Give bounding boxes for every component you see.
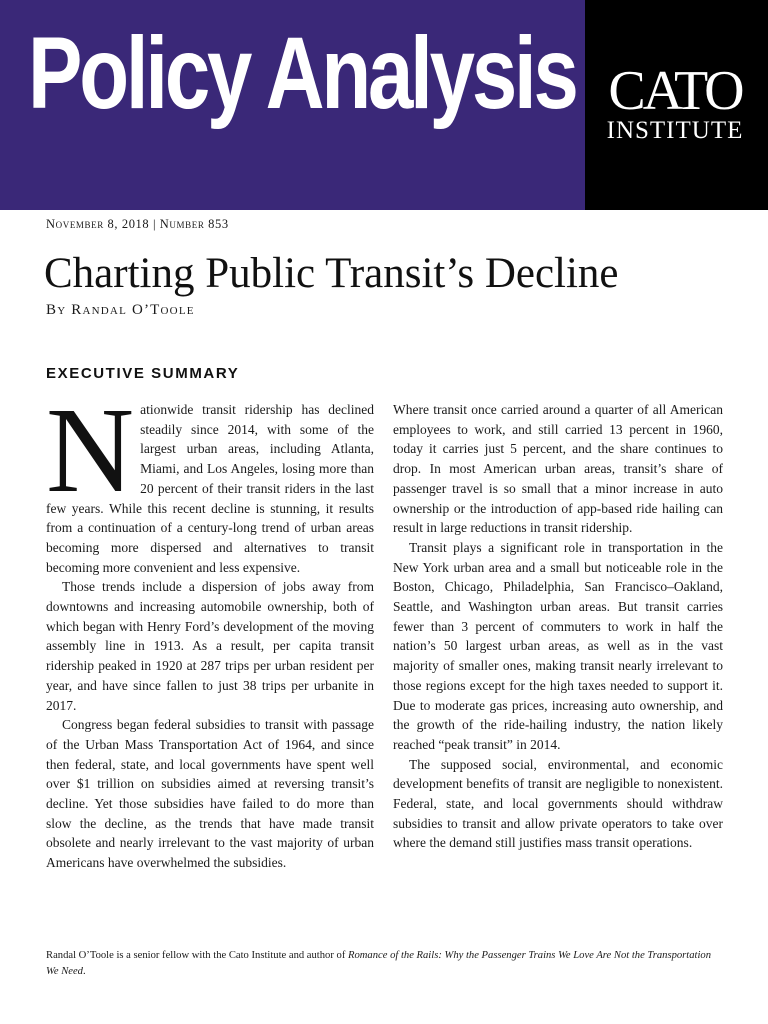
logo-wordmark-top: CATO [608, 60, 742, 122]
footnote-end: . [82, 966, 86, 977]
executive-summary-heading: EXECUTIVE SUMMARY [46, 365, 240, 382]
series-title: Policy Analysis [28, 16, 576, 130]
banner-purple-panel [0, 0, 585, 210]
summary-paragraph: Transit plays a significant role in transportation in the New York urban area and a small but noticeable role in the Boston, Chicago, Philadelphia, San Francisco–Oakland, Seattle, and Washington urban areas. But transit carries fewer than 3 percent of commuters to work in half the nation’s 50 largest urban areas, as well as in the vast majority of smaller ones, making transit nearly irrelevant to those regions except for the high taxes needed to support it. Due to moderate gas prices, increasing auto ownership, and the growth of the ride-hailing industry, the nation likely reached “peak transit” in 2014. [393, 539, 723, 752]
cato-institute-logo [600, 60, 750, 145]
book-title: Romance of the Rails: Why the Passenger Trains We Love Are Not the Transportation We Need [46, 950, 712, 977]
summary-paragraph [46, 383, 374, 577]
logo-wordmark-bottom: INSTITUTE [606, 117, 744, 145]
document-title: Charting Public Transit’s Decline [44, 250, 619, 297]
footnote-text: Randal O’Toole is a senior fellow with the Cato Institute and author of [46, 950, 348, 961]
drop-cap: N [46, 383, 135, 518]
summary-left-column [46, 383, 374, 873]
header-banner [0, 0, 768, 210]
summary-right-column [393, 400, 723, 853]
summary-paragraph: Where transit once carried around a quarter of all American employees to work, and still carried 13 percent in 1960, today it carries just 5 percent, and the share continues to drop. In most American urban areas, transit’s share of passenger travel is so small that a minor increase in auto ownership or the introduction of app-based ride hailing can result in large reductions in transit ridership. [393, 402, 723, 536]
byline: By Randal O’Toole [46, 302, 195, 318]
paragraph-text: ationwide transit ridership has declined steadily since 2014, with some of the largest urban areas, including Atlanta, Miami, and Los Angeles, losing more than 20 percent of their transit riders in the last few years. While this recent decline is stunning, it results from a continuation of a century-long trend of urban areas becoming more dispersed and alternatives to transit becoming more convenient and less expensive. [46, 402, 374, 575]
summary-paragraph: Congress began federal subsidies to transit with passage of the Urban Mass Transportation Act of 1964, and since then federal, state, and local governments have spent well over $1 trillion on subsidies aimed at reversing transit’s decline. Yet those subsidies have failed to do more than slow the decline, as the trends that have made transit obsolete and nearly irrelevant to the vast majority of urban Americans have overwhelmed the subsidies. [46, 717, 374, 871]
dateline: November 8, 2018 | Number 853 [46, 217, 229, 231]
author-footnote [46, 948, 726, 980]
summary-paragraph: The supposed social, environmental, and economic development benefits of transit are negligible to nonexistent. Federal, state, and local governments should withdraw subsidies to transit and allow private operators to take over where the demand still justifies mass transit operations. [393, 756, 723, 851]
summary-paragraph: Those trends include a dispersion of jobs away from downtowns and increasing automobile ownership, both of which began with Henry Ford’s development of the moving assembly line in 1913. As a result, per capita transit ridership peaked in 1920 at 287 trips per urban resident per year, and have since fallen to just 38 trips per urbanite in 2017. [46, 579, 374, 713]
